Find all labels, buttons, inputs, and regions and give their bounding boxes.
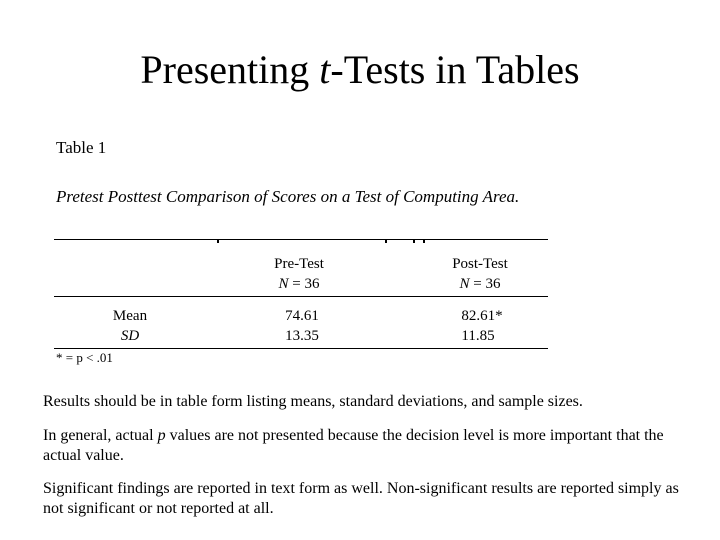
title-t-italic: t — [319, 47, 331, 92]
table-footnote: * = p < .01 — [56, 350, 113, 365]
column-sample-size: N = 36 — [278, 276, 320, 292]
column-header-pretest — [249, 254, 349, 294]
column-label: Post-Test — [452, 256, 508, 272]
rule-tick-mark — [217, 240, 219, 243]
column-sample-size: N = 36 — [459, 276, 501, 292]
title-text-pre: Presenting — [140, 47, 320, 92]
column-label: Pre-Test — [274, 256, 324, 272]
table-cell: 11.85 — [461, 328, 495, 344]
slide-title — [0, 44, 720, 96]
rule-tick-mark — [385, 240, 387, 243]
paragraph-significant-findings: Significant findings are reported in text form as well. Non-significant results are reported simply as not significant or not reported at all. — [43, 480, 679, 517]
rule-tick-mark — [413, 240, 415, 243]
table-top-rule — [54, 239, 548, 240]
paragraph-results: Results should be in table form listing means, standard deviations, and sample sizes. — [43, 393, 583, 410]
table-cell: 74.61 — [285, 308, 319, 324]
title-text-post: -Tests in Tables — [330, 47, 580, 92]
table-cell: 13.35 — [285, 328, 319, 344]
rule-tick-mark — [423, 240, 425, 243]
paragraph-p-values: In general, actual p values are not presented because the decision level is more important that the actual value. — [43, 427, 664, 464]
row-label-mean: Mean — [112, 308, 148, 324]
table-caption: Pretest Posttest Comparison of Scores on a Test of Computing Area. — [56, 187, 520, 206]
table-cell: 82.61* — [461, 308, 503, 324]
column-header-posttest — [430, 254, 530, 294]
table-header-rule — [54, 296, 548, 297]
row-label-sd: SD — [120, 328, 140, 344]
table-bottom-rule — [54, 348, 548, 349]
table-number: Table 1 — [56, 138, 107, 157]
